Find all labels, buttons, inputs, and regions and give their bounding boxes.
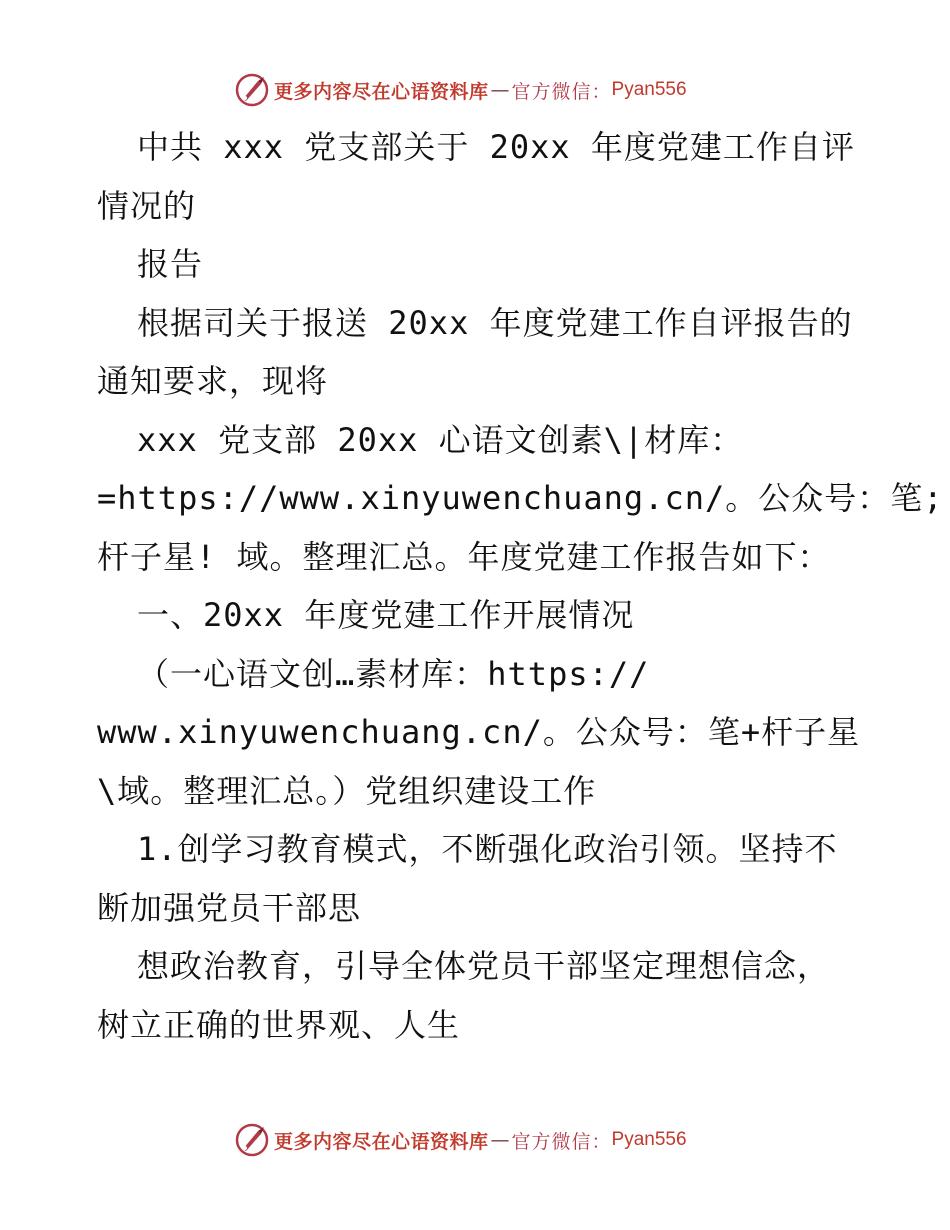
banner-separator: — xyxy=(490,1129,510,1151)
header-banner xyxy=(234,72,687,108)
banner-wechat-id: Pyan556 xyxy=(611,1129,687,1150)
quill-pen-logo-icon xyxy=(234,72,270,108)
doc-title-line-1: 中共 xxx 党支部关于 20xx 年度党建工作自评 xyxy=(137,128,855,166)
doc-paragraph-line: xxx 党支部 20xx 心语文创素\|材库： xyxy=(137,420,744,459)
doc-paragraph-line: 断加强党员干部思 xyxy=(97,888,362,927)
doc-title-line-3: 报告 xyxy=(137,245,204,283)
banner-slogan: 更多内容尽在心语资料库 xyxy=(274,80,489,103)
banner-wechat-id: Pyan556 xyxy=(611,79,687,100)
banner-contact-label: 官方微信： xyxy=(511,1130,612,1153)
doc-section-heading: 一、20xx 年度党建工作开展情况 xyxy=(137,596,635,634)
doc-paragraph-line: 树立正确的世界观、人生 xyxy=(97,1005,461,1044)
doc-title-line-2: 情况的 xyxy=(97,186,197,225)
doc-subsection-heading-line: （一心语文创…素材库：https:// xyxy=(137,654,650,693)
banner-slogan: 更多内容尽在心语资料库 xyxy=(274,1130,489,1153)
doc-subsection-heading-line: \域。整理汇总。）党组织建设工作 xyxy=(97,771,597,810)
document-body xyxy=(97,118,944,1054)
doc-paragraph-line: 1.创学习教育模式，不断强化政治引领。坚持不 xyxy=(137,830,838,868)
banner-contact-label: 官方微信： xyxy=(511,80,612,103)
footer-banner xyxy=(234,1122,687,1158)
doc-paragraph-line: =https://www.xinyuwenchuang.cn/。公众号：笔; xyxy=(97,479,944,517)
doc-subsection-heading-line: www.xinyuwenchuang.cn/。公众号：笔+杆子星 xyxy=(97,713,861,751)
doc-paragraph-line: 想政治教育，引导全体党员干部坚定理想信念， xyxy=(137,947,831,985)
banner-separator: — xyxy=(490,79,510,101)
doc-paragraph-line: 根据司关于报送 20xx 年度党建工作自评报告的 xyxy=(137,303,853,342)
quill-pen-logo-icon xyxy=(234,1122,270,1158)
doc-paragraph-line: 杆子星! 域。整理汇总。年度党建工作报告如下： xyxy=(97,537,831,576)
doc-paragraph-line: 通知要求，现将 xyxy=(97,362,329,400)
